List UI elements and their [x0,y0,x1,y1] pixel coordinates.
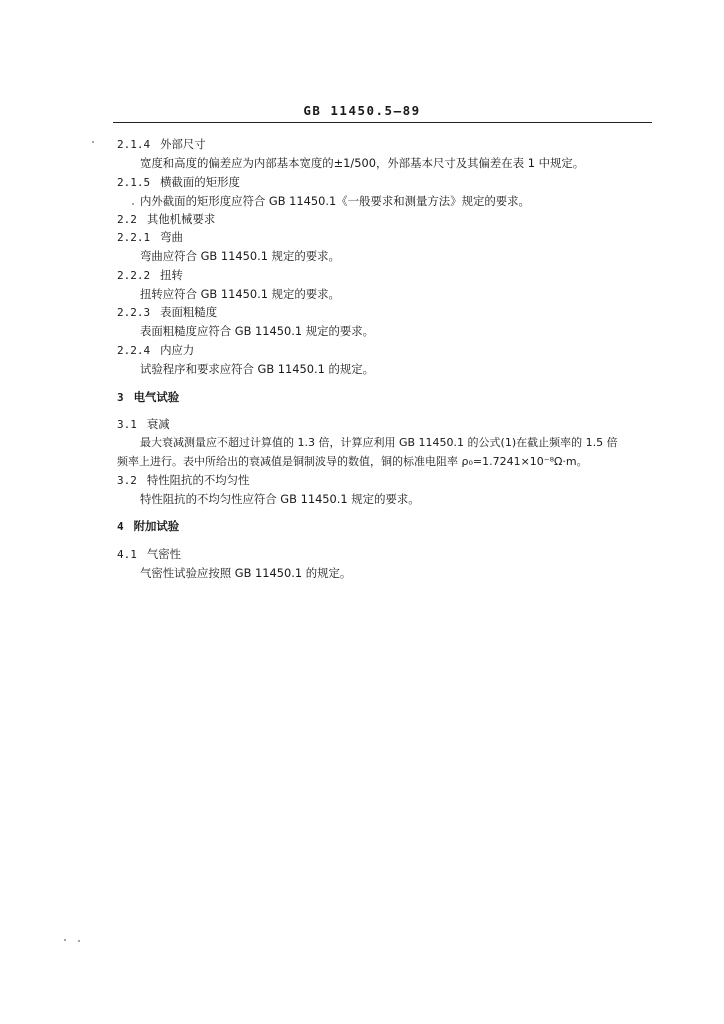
section-3-1-text-line-2: 频率上进行。表中所给出的衰减值是铜制波导的数值，铜的标准电阻率 ρ₀=1.7241×10⁻⁸Ω·m。 [117,455,588,468]
section-number: 3.1 [117,418,137,431]
section-3-heading [117,390,179,405]
section-number: 2.2 [117,213,137,226]
section-3-1-text-line-1: 最大衰减测量应不超过计算值的 1.3 倍，计算应利用 GB 11450.1 的公式(1)在截止频率的 1.5 倍 [140,436,618,449]
section-2-1-5-heading [117,175,240,190]
section-4-1-text: 气密性试验应按照 GB 11450.1 的规定。 [140,566,352,580]
section-title: 其他机械要求 [146,212,216,226]
section-title: 气密性 [146,547,182,561]
section-title: 横截面的矩形度 [160,175,240,189]
section-2-1-4-text: 宽度和高度的偏差应为内部基本宽度的±1/500，外部基本尺寸及其偏差在表 1 中规定。 [140,156,585,170]
section-title: 弯曲 [160,230,183,244]
section-2-2-2-heading [117,268,183,283]
section-3-2-text: 特性阻抗的不均匀性应符合 GB 11450.1 规定的要求。 [140,492,420,506]
section-number: 2.1.4 [117,138,151,151]
scan-speck [64,939,66,941]
section-number: 3 [117,391,124,404]
section-title: 附加试验 [133,519,180,533]
section-4-1-heading [117,547,181,562]
standard-code-header: GB 11450.5—89 [303,103,421,118]
section-number: 4 [117,520,124,533]
scan-speck [132,203,134,205]
section-title: 外部尺寸 [160,137,206,151]
section-3-1-heading [117,417,170,432]
section-number: 2.2.4 [117,344,151,357]
section-2-2-2-text: 扭转应符合 GB 11450.1 规定的要求。 [140,287,340,301]
section-2-2-1-heading [117,230,183,245]
section-title: 内应力 [160,343,195,357]
section-number: 4.1 [117,548,137,561]
section-title: 特性阻抗的不均匀性 [146,473,250,487]
section-2-1-5-text: 内外截面的矩形度应符合 GB 11450.1《一般要求和测量方法》规定的要求。 [140,194,530,208]
section-2-2-4-heading [117,343,194,358]
section-2-2-3-heading [117,305,217,320]
section-number: 3.2 [117,474,137,487]
section-number: 2.2.2 [117,269,151,282]
scan-speck [92,141,94,143]
section-2-2-4-text: 试验程序和要求应符合 GB 11450.1 的规定。 [140,362,375,376]
section-number: 2.2.3 [117,306,151,319]
header-rule [113,122,652,123]
section-title: 表面粗糙度 [160,305,218,319]
section-2-2-3-text: 表面粗糙度应符合 GB 11450.1 规定的要求。 [140,324,375,338]
section-3-2-heading [117,473,249,488]
section-2-1-4-heading [117,137,206,152]
section-4-heading [117,519,179,534]
scan-speck [78,940,80,942]
section-title: 电气试验 [133,390,180,404]
section-number: 2.1.5 [117,176,151,189]
section-number: 2.2.1 [117,231,151,244]
section-2-2-heading [117,212,215,227]
section-title: 扭转 [160,268,183,282]
section-title: 衰减 [146,417,170,431]
section-2-2-1-text: 弯曲应符合 GB 11450.1 规定的要求。 [140,249,340,263]
